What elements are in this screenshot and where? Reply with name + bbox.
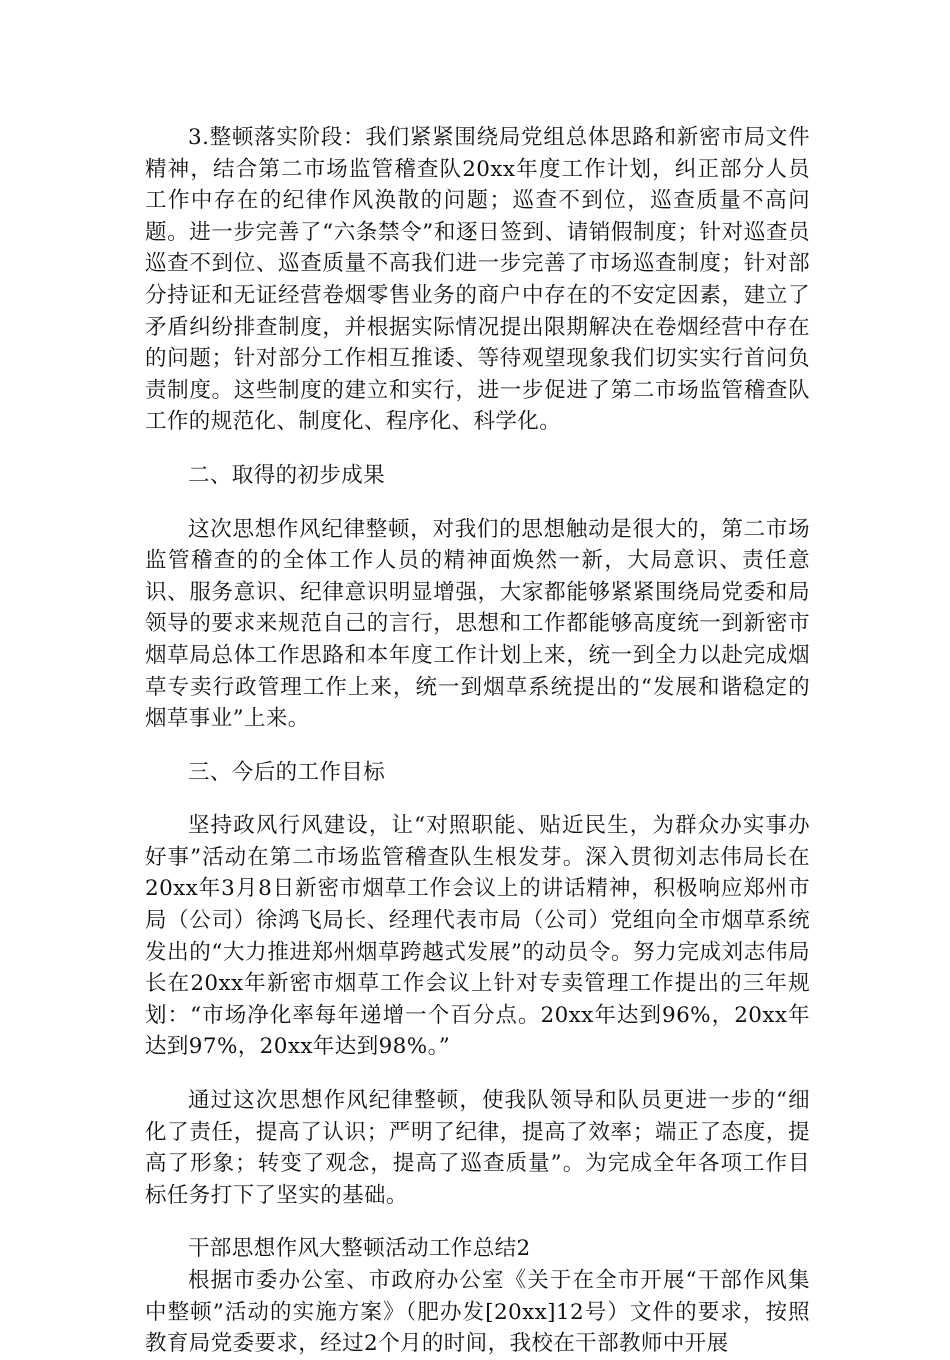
paragraph-results: 这次思想作风纪律整顿，对我们的思想触动是很大的，第二市场监管稽查的的全体工作人员的精神面焕然一新，大局意识、责任意识、服务意识、纪律意识明显增强，大家都能够紧紧围绕局党委和局领导的要求来规范自己的言行，思想和工作都能够高度统一到新密市烟草局总体工作思路和本年度工作计划上来，统一到全力以赴完成烟草专卖行政管理工作上来，统一到烟草系统提出的“发展和谐稳定的烟草事业”上来。	[145, 516, 810, 732]
document-page	[145, 122, 810, 1360]
document-title-summary2: 干部思想作风大整顿活动工作总结2	[188, 1236, 531, 1262]
paragraph-summary2-intro: 根据市委办公室、市政府办公室《关于在全市开展“干部作风集中整顿”活动的实施方案》（肥办发[20xx]12号）文件的要求，按照教育局党委要求，经过2个月的时间，我校在干部教师中开展	[145, 1268, 810, 1357]
paragraph-summary: 通过这次思想作风纪律整顿，使我队领导和队员更进一步的“细化了责任，提高了认识；严明了纪律，提高了效率；端正了态度，提高了形象；转变了观念，提高了巡查质量”。为完成全年各项工作目标任务打下了坚实的基础。	[145, 1088, 810, 1208]
paragraph-stage3-implementation: 3.整顿落实阶段：我们紧紧围绕局党组总体思路和新密市局文件精神，结合第二市场监管稽查队20xx年度工作计划，纠正部分人员工作中存在的纪律作风涣散的问题；巡查不到位，巡查质量不高问题。进一步完善了“六条禁令”和逐日签到、请销假制度；针对巡查员巡查不到位、巡查质量不高我们进一步完善了市场巡查制度；针对部分持证和无证经营卷烟零售业务的商户中存在的不安定因素，建立了矛盾纠纷排查制度，并根据实际情况提出限期解决在卷烟经营中存在的问题；针对部分工作相互推诿、等待观望现象我们切实实行首问负责制度。这些制度的建立和实行，进一步促进了第二市场监管稽查队工作的规范化、制度化、程序化、科学化。	[145, 125, 810, 435]
section-heading-goals: 三、今后的工作目标	[188, 759, 386, 785]
paragraph-goals: 坚持政风行风建设，让“对照职能、贴近民生，为群众办实事办好事”活动在第二市场监管稽查队生根发芽。深入贯彻刘志伟局长在20xx年3月8日新密市烟草工作会议上的讲话精神，积极响应郑州市局（公司）徐鸿飞局长、经理代表市局（公司）党组向全市烟草系统发出的“大力推进郑州烟草跨越式发展”的动员令。努力完成刘志伟局长在20xx年新密市烟草工作会议上针对专卖管理工作提出的三年规划：“市场净化率每年递增一个百分点。20xx年达到96%，20xx年达到97%，20xx年达到98%。”	[145, 813, 810, 1060]
section-heading-results: 二、取得的初步成果	[188, 462, 386, 488]
